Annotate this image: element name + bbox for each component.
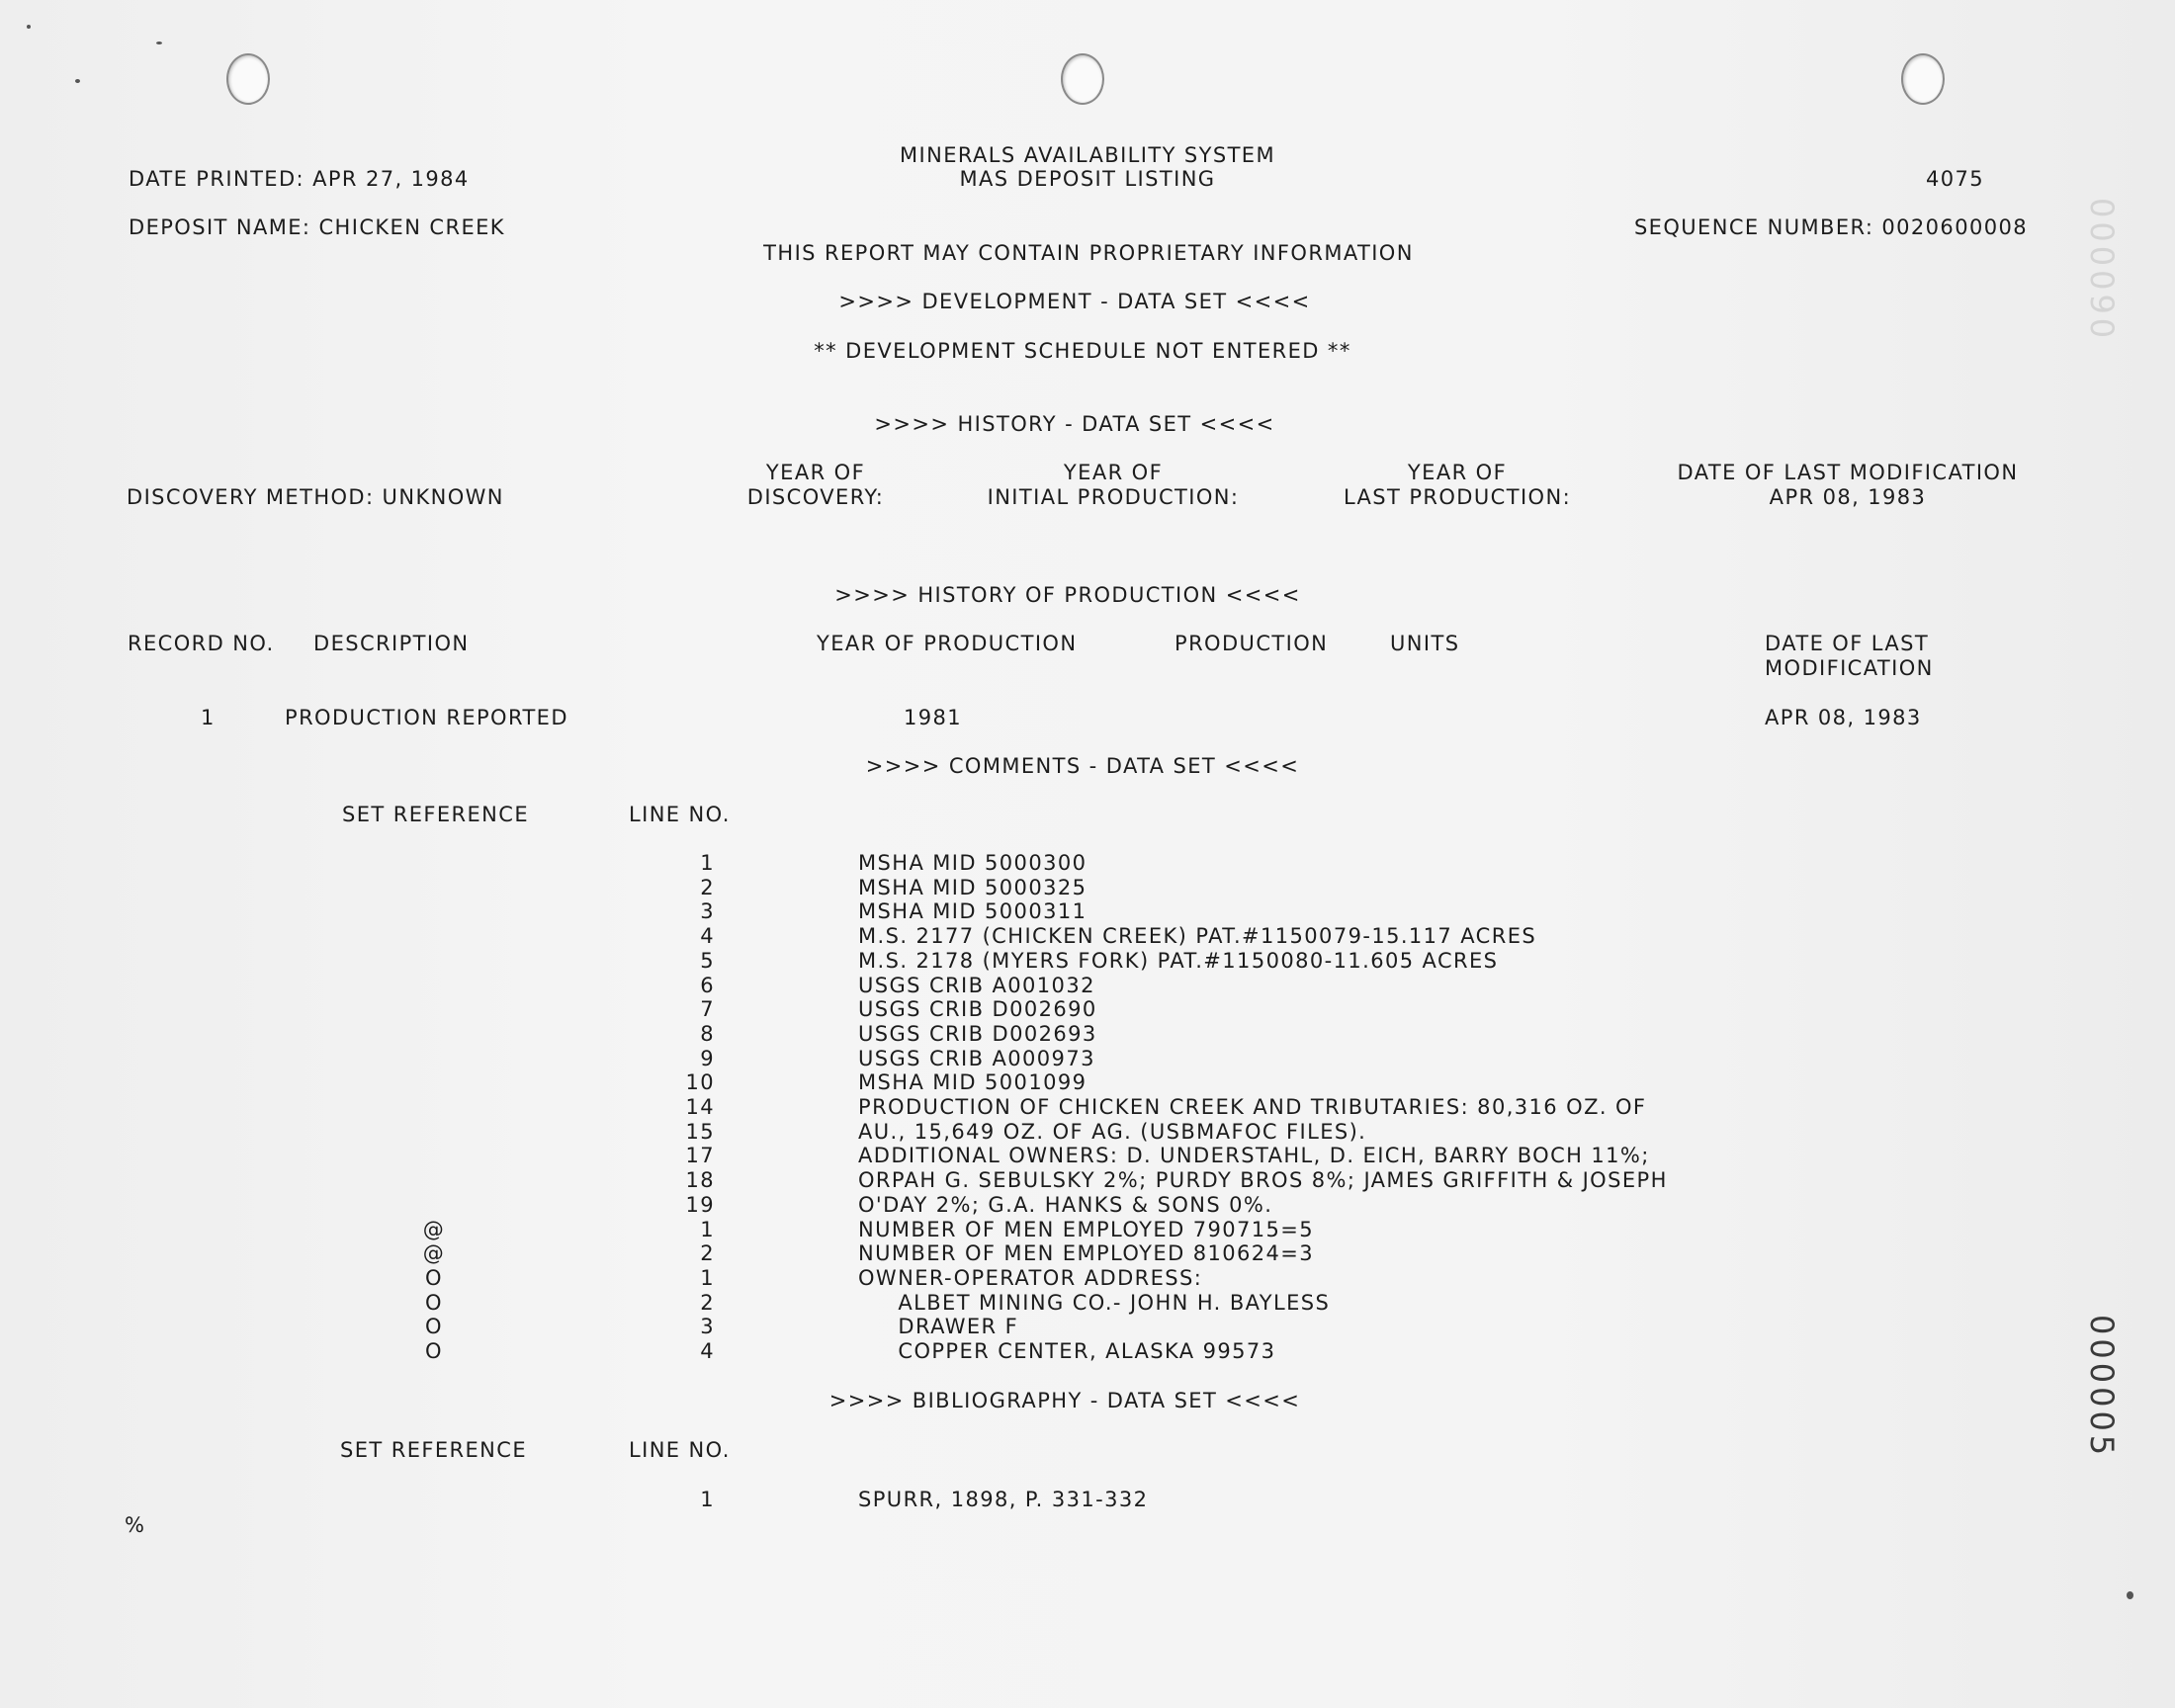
comment-text-cell: USGS CRIB D002690	[858, 997, 1097, 1022]
comment-text-cell: COPPER CENTER, ALASKA 99573	[858, 1339, 1276, 1363]
set-reference-cell: @	[422, 1241, 446, 1266]
comment-text-cell: USGS CRIB A000973	[858, 1046, 1095, 1070]
line-number-cell: 2	[700, 1241, 715, 1266]
year-last-production-label: YEAR OF LAST PRODUCTION:	[1343, 461, 1572, 509]
col-description: DESCRIPTION	[313, 632, 470, 655]
line-number-cell: 6	[700, 973, 715, 997]
comment-text-cell: ORPAH G. SEBULSKY 2%; PURDY BROS 8%; JAMES GRIFFITH & JOSEPH	[858, 1168, 1668, 1193]
line-number-cell: 18	[685, 1168, 715, 1193]
speck	[156, 42, 162, 44]
line-number-cell: 1	[700, 851, 715, 875]
comment-text-cell: SPURR, 1898, P. 331-332	[858, 1488, 1149, 1511]
line-number-cell: 15	[685, 1119, 715, 1144]
col-last-modification: DATE OF LAST MODIFICATION	[1765, 632, 1934, 680]
speck	[75, 79, 80, 83]
bibliography-heading: >>>> BIBLIOGRAPHY - DATA SET <<<<	[828, 1389, 1301, 1412]
line-number-cell: 4	[700, 924, 715, 949]
comment-text-cell: AU., 15,649 OZ. OF AG. (USBMAFOC FILES).	[858, 1119, 1367, 1144]
margin-stamp-bottom: 000005	[2083, 1315, 2121, 1460]
system-title: MINERALS AVAILABILITY SYSTEM	[900, 143, 1275, 167]
development-note: ** DEVELOPMENT SCHEDULE NOT ENTERED **	[814, 339, 1351, 363]
comment-text-cell: DRAWER F	[858, 1315, 1019, 1339]
sequence-number: SEQUENCE NUMBER: 0020600008	[1633, 215, 2028, 239]
footer-mark: %	[125, 1513, 146, 1537]
col-production: PRODUCTION	[1174, 632, 1329, 655]
production-record-number: 1	[201, 706, 216, 729]
line-number-cell: 3	[700, 899, 715, 924]
line-number-cell: 10	[685, 1070, 715, 1095]
set-reference-cell: O	[425, 1265, 443, 1290]
comments-col-line-no: LINE NO.	[629, 803, 731, 826]
set-reference-cell: O	[425, 1339, 443, 1363]
comment-text-cell: PRODUCTION OF CHICKEN CREEK AND TRIBUTARIES: 80,316 OZ. OF	[858, 1095, 1647, 1119]
comments-heading: >>>> COMMENTS - DATA SET <<<<	[865, 754, 1300, 778]
comment-text-cell: USGS CRIB A001032	[858, 973, 1095, 997]
speck	[27, 25, 31, 29]
comment-text-cell: OWNER-OPERATOR ADDRESS:	[858, 1265, 1203, 1290]
line-number-cell: 14	[685, 1095, 715, 1119]
comment-text-cell: MSHA MID 5000311	[858, 899, 1088, 924]
year-discovery-label: YEAR OF DISCOVERY:	[746, 461, 885, 509]
production-description: PRODUCTION REPORTED	[285, 706, 568, 729]
line-number-cell: 7	[700, 997, 715, 1022]
bibliography-col-set-reference: SET REFERENCE	[340, 1438, 528, 1462]
comment-text-cell: MSHA MID 5001099	[858, 1070, 1088, 1095]
date-printed: DATE PRINTED: APR 27, 1984	[129, 167, 470, 191]
listing-title: MAS DEPOSIT LISTING	[959, 167, 1216, 191]
comment-text-cell: M.S. 2178 (MYERS FORK) PAT.#1150080-11.605 ACRES	[858, 948, 1499, 973]
comment-text-cell: NUMBER OF MEN EMPLOYED 810624=3	[858, 1241, 1315, 1266]
production-heading: >>>> HISTORY OF PRODUCTION <<<<	[834, 583, 1301, 607]
line-number-cell: 19	[685, 1192, 715, 1217]
comment-text-cell: O'DAY 2%; G.A. HANKS & SONS 0%.	[858, 1192, 1273, 1217]
comments-col-set-reference: SET REFERENCE	[342, 803, 530, 826]
page-number: 4075	[1925, 167, 1984, 191]
production-last-modification: APR 08, 1983	[1765, 706, 1922, 729]
development-heading: >>>> DEVELOPMENT - DATA SET <<<<	[838, 290, 1311, 313]
comment-text-cell: USGS CRIB D002693	[858, 1021, 1097, 1046]
punch-hole-right	[1901, 53, 1945, 105]
set-reference-cell: O	[425, 1315, 443, 1339]
line-number-cell: 5	[700, 948, 715, 973]
col-record-no: RECORD NO.	[128, 632, 275, 655]
col-units: UNITS	[1390, 632, 1460, 655]
line-number-cell: 2	[700, 1290, 715, 1315]
line-number-cell: 3	[700, 1315, 715, 1339]
production-year: 1981	[904, 706, 963, 729]
comment-text-cell: M.S. 2177 (CHICKEN CREEK) PAT.#1150079-15.117 ACRES	[858, 924, 1537, 949]
col-year-of-production: YEAR OF PRODUCTION	[817, 632, 1078, 655]
proprietary-notice: THIS REPORT MAY CONTAIN PROPRIETARY INFORMATION	[763, 241, 1414, 265]
comment-text-cell: MSHA MID 5000300	[858, 851, 1088, 875]
deposit-name: DEPOSIT NAME: CHICKEN CREEK	[129, 215, 505, 239]
line-number-cell: 4	[700, 1339, 715, 1363]
line-number-cell: 8	[700, 1021, 715, 1046]
history-last-modification: DATE OF LAST MODIFICATION APR 08, 1983	[1677, 461, 2019, 509]
margin-stamp-top: 000090	[2083, 198, 2121, 343]
bibliography-col-line-no: LINE NO.	[629, 1438, 731, 1462]
year-initial-production-label: YEAR OF INITIAL PRODUCTION:	[987, 461, 1240, 509]
history-heading: >>>> HISTORY - DATA SET <<<<	[874, 412, 1275, 436]
set-reference-cell: O	[425, 1290, 443, 1315]
set-reference-cell: @	[422, 1217, 446, 1241]
comment-text-cell: NUMBER OF MEN EMPLOYED 790715=5	[858, 1217, 1315, 1241]
line-number-cell: 1	[700, 1265, 715, 1290]
comment-text-cell: ADDITIONAL OWNERS: D. UNDERSTAHL, D. EICH, BARRY BOCH 11%;	[858, 1144, 1650, 1168]
discovery-method: DISCOVERY METHOD: UNKNOWN	[127, 485, 504, 509]
line-number-cell: 17	[685, 1144, 715, 1168]
punch-hole-center	[1061, 53, 1104, 105]
punch-hole-left	[226, 53, 270, 105]
line-number-cell: 2	[700, 875, 715, 899]
comment-text-cell: MSHA MID 5000325	[858, 875, 1088, 899]
line-number-cell: 1	[700, 1217, 715, 1241]
line-number-cell: 1	[700, 1488, 715, 1511]
line-number-cell: 9	[700, 1046, 715, 1070]
speck	[2127, 1591, 2133, 1599]
comment-text-cell: ALBET MINING CO.- JOHN H. BAYLESS	[858, 1290, 1331, 1315]
